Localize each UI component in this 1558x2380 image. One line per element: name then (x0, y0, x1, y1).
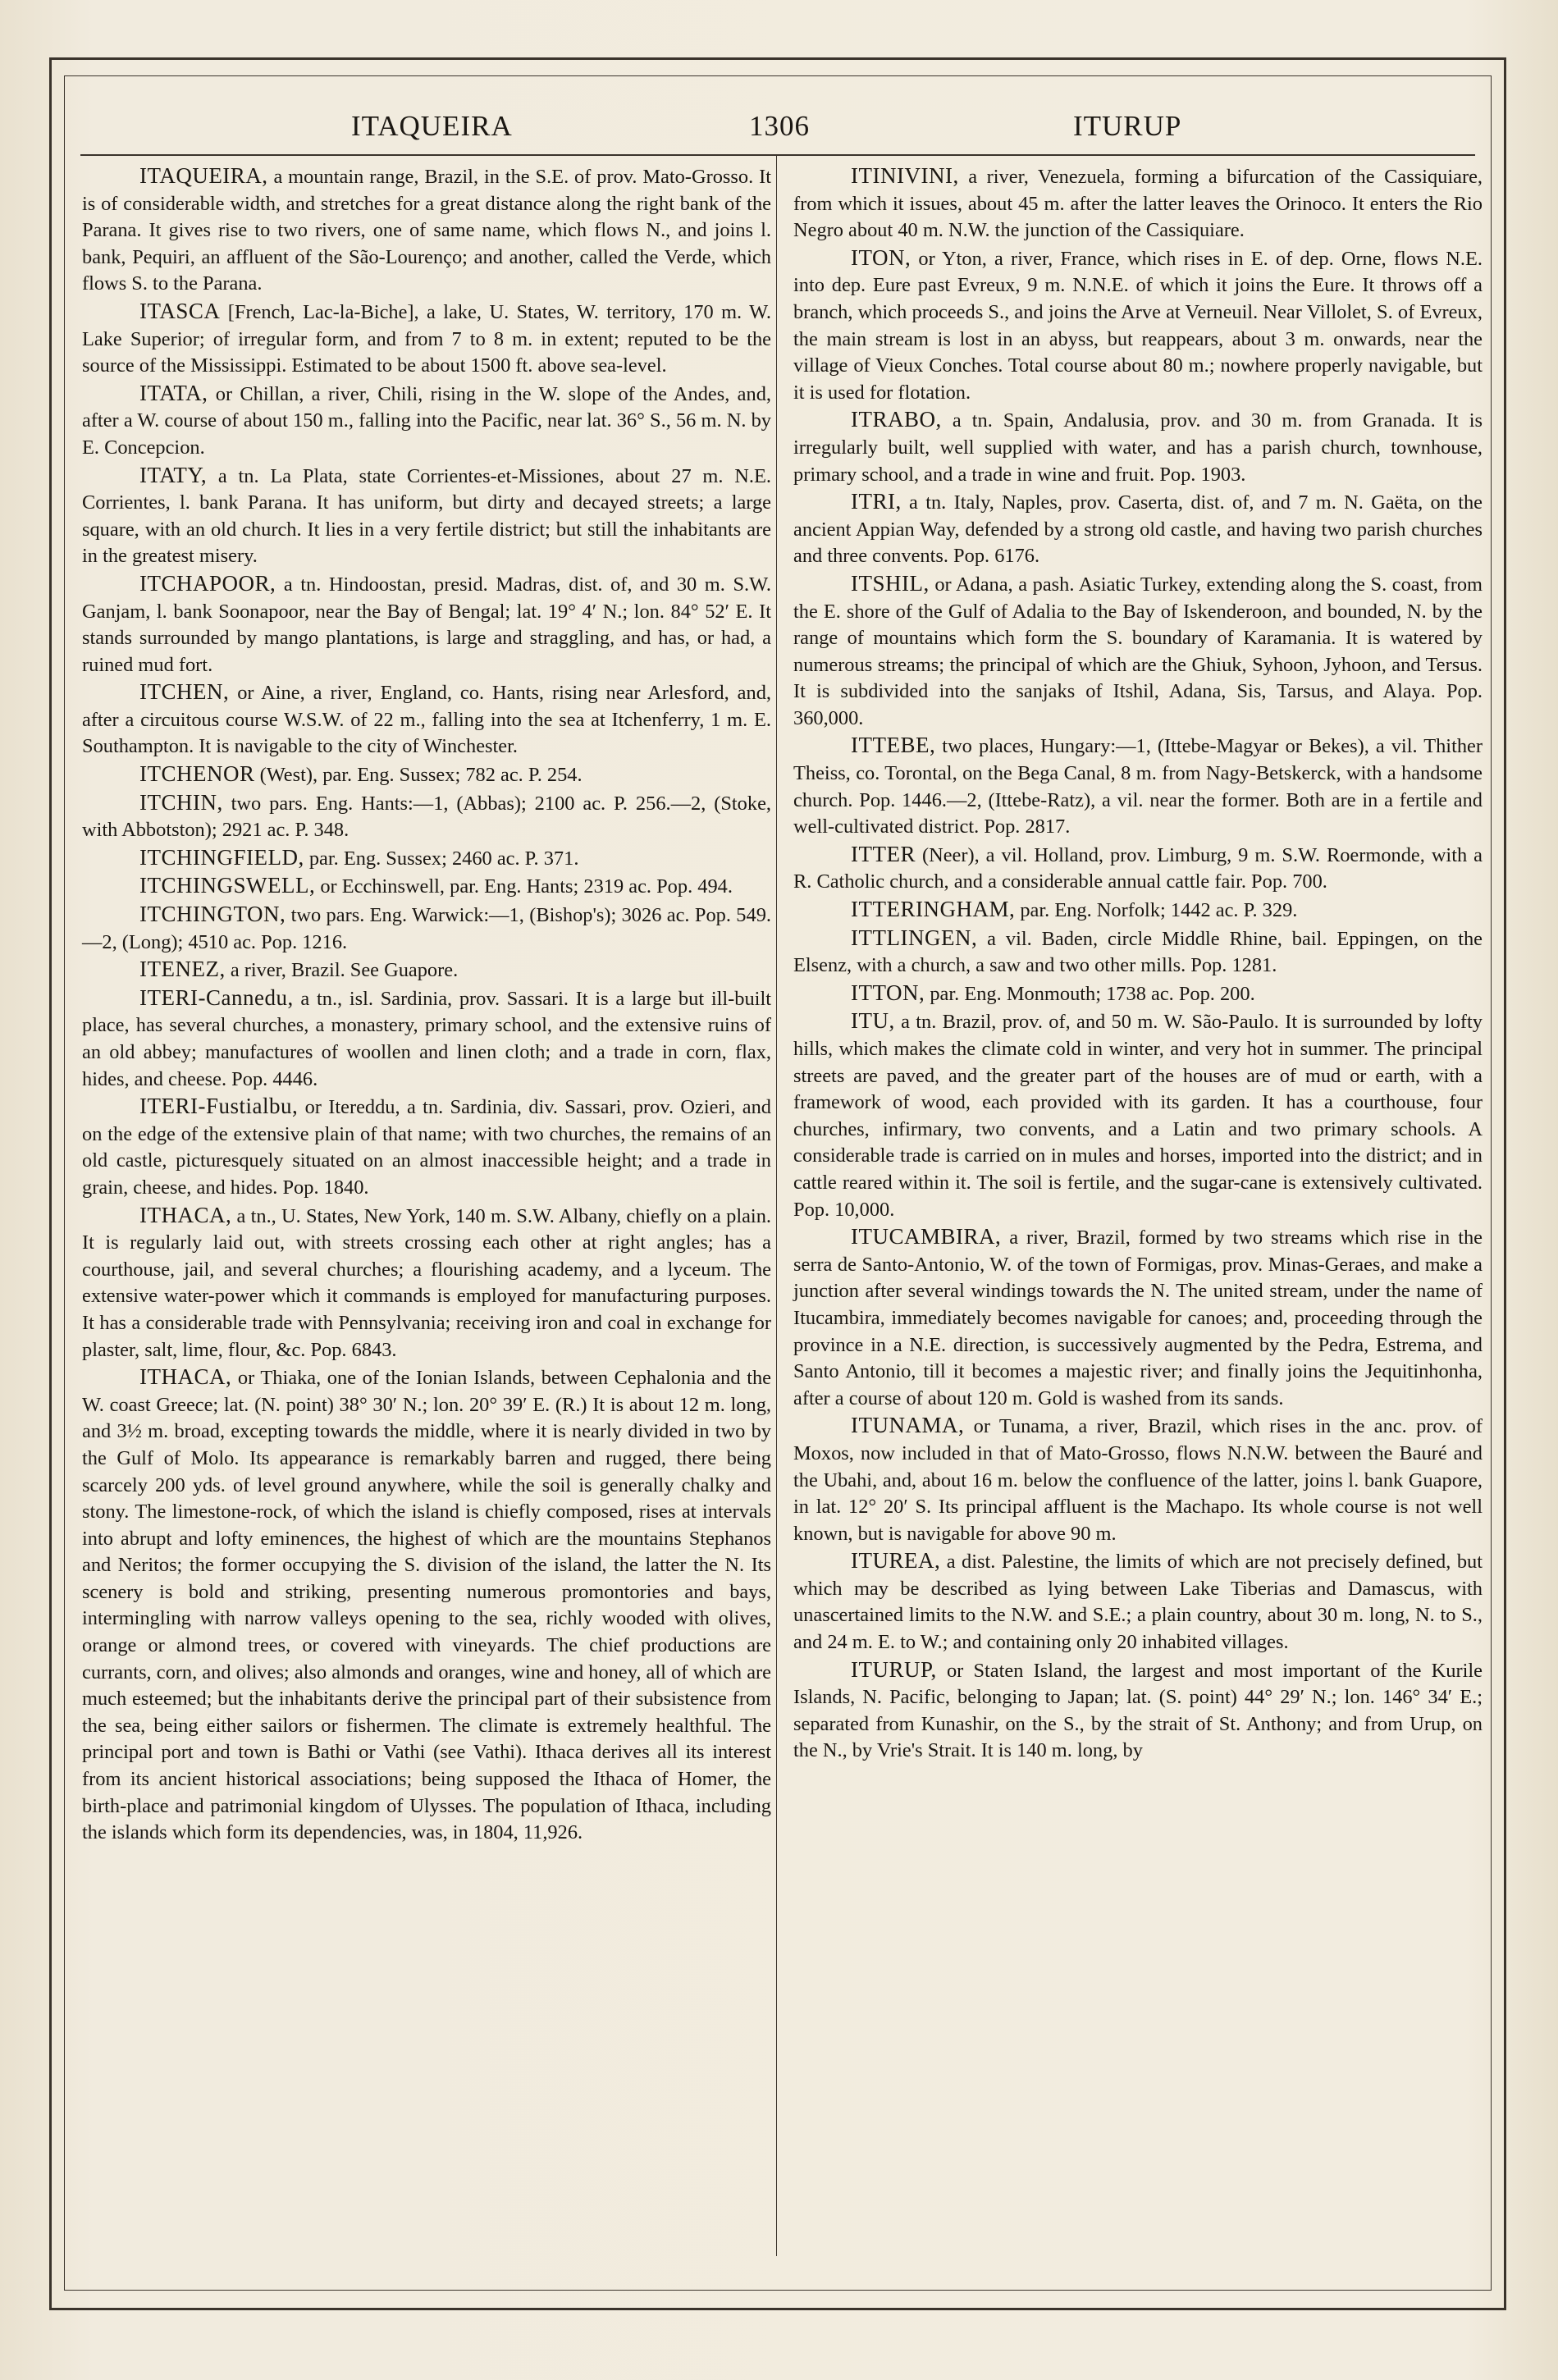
entry-text: (West), par. Eng. Sussex; 782 ac. P. 254. (254, 764, 583, 787)
entry-text: two places, Hungary:—1, (Ittebe-Magyar or Bekes), a vil. Thither Theiss, co. Torontal, on the Bega Canal, 8 m. from Nagy-Betskerck, with a handsome church. Pop. 1446.—2, (Ittebe-Ratz), a vil. near the former. Both are in a fertile and well-cultivated district. Pop. 2817. (793, 735, 1483, 838)
entry-headword: ITINIVINI, (851, 163, 959, 188)
gazetteer-entry (793, 841, 1483, 896)
entry-text: [French, Lac-la-Biche], a lake, U. States, W. territory, 170 m. W. Lake Superior; of irregular form, and from 7 to 8 m. in extent; reputed to be the source of the Mississippi. Estimated to be about 1500 ft. above sea-level. (82, 300, 771, 377)
entry-text: or Adana, a pash. Asiatic Turkey, extending along the S. coast, from the E. shore of the Gulf of Adalia to the Bay of Iskenderoon, and bounded, N. by the range of mountains which form the S. boundary of Karamania. It is watered by numerous streams; the principal of which are the Ghiuk, Syhoon, Jyhoon, and Tersus. It is subdivided into the sanjaks of Itshil, Adana, Sis, Tarsus, and Alaya. Pop. 360,000. (793, 573, 1483, 729)
entry-text: or Ecchinswell, par. Eng. Hants; 2319 ac. Pop. 494. (315, 875, 733, 898)
entry-headword: ITATA, (139, 380, 208, 405)
running-header (80, 105, 1475, 151)
entry-headword: ITTLINGEN, (851, 925, 978, 950)
entry-headword: ITRI, (851, 489, 902, 514)
gazetteer-entry (793, 570, 1483, 733)
entry-text: (Neer), a vil. Holland, prov. Limburg, 9 m. S.W. Roermonde, with a R. Catholic church, and a considerable annual cattle fair. Pop. 700. (793, 843, 1483, 893)
gazetteer-entry (793, 1656, 1483, 1765)
entry-text: a river, Brazil. See Guapore. (225, 959, 459, 982)
entry-headword: ITURUP, (851, 1656, 937, 1682)
entry-text: a dist. Palestine, the limits of which are not precisely defined, but which may be described as lying between Lake Tiberias and Damascus, with unascertained limits to the N.W. and S.E.; a plain country, about 30 m. long, N. to S., and 24 m. E. to W.; and containing only 20 inhabited villages. (793, 1551, 1483, 1654)
gazetteer-entry (793, 162, 1483, 244)
header-last-entry: ITURUP (1073, 110, 1182, 142)
gazetteer-entry (82, 678, 771, 761)
header-rule (80, 154, 1475, 156)
gazetteer-entry (793, 406, 1483, 488)
gazetteer-entry (793, 1223, 1483, 1412)
entry-text: or Tunama, a river, Brazil, which rises in the anc. prov. of Moxos, now included in that of Mato-Grosso, flows N.N.W. between the Bauré and the Ubahi, and, about 16 m. below the confluence of the latter, joins l. bank Guapore, in lat. 12° 20′ S. Its principal affluent is the Machapo. Its whole course is not well known, but is navigable for above 90 m. (793, 1415, 1483, 1545)
gazetteer-entry (793, 1412, 1483, 1547)
entry-headword: ITHACA, (139, 1364, 232, 1390)
entry-headword: ITCHINGFIELD, (139, 844, 304, 870)
gazetteer-entry (82, 1202, 771, 1364)
gazetteer-entry (793, 244, 1483, 407)
entry-text: or Chillan, a river, Chili, rising in the W. slope of the Andes, and, after a W. course of about 150 m., falling into the Pacific, near lat. 36° S., 56 m. N. by E. Concepcion. (82, 382, 771, 459)
entry-headword: ITUNAMA, (851, 1413, 965, 1438)
entry-text: a mountain range, Brazil, in the S.E. of prov. Mato-Grosso. It is of considerable width, and stretches for a great distance along the right bank of the Parana. It gives rise to two rivers, one of same name, which flows N., and joins l. bank, Pequiri, an affluent of the São-Lourenço; and another, called the Verde, which flows S. to the Parana. (82, 166, 771, 295)
gazetteer-entry (793, 896, 1483, 925)
gazetteer-entry (82, 789, 771, 844)
gazetteer-entry (793, 732, 1483, 840)
gazetteer-entry (82, 570, 771, 678)
gazetteer-entry (82, 984, 771, 1093)
header-first-entry: ITAQUEIRA (351, 110, 513, 142)
entry-headword: ITERI-Fustialbu, (139, 1094, 299, 1119)
entry-headword: ITCHIN, (139, 789, 223, 815)
entry-headword: ITSHIL, (851, 570, 930, 596)
entry-headword: ITRABO, (851, 407, 942, 432)
gazetteer-entry (82, 162, 771, 298)
gazetteer-entry (793, 925, 1483, 980)
entry-text: or Staten Island, the largest and most important of the Kurile Islands, N. Pacific, belonging to Japan; lat. (S. point) 44° 29′ N.; lon. 146° 34′ E.; separated from Kunashir, on the S., by the strait of St. Anthony; and from Urup, on the N., by Vrie's Strait. It is 140 m. long, by (793, 1659, 1483, 1762)
entry-text: a tn. Italy, Naples, prov. Caserta, dist. of, and 7 m. N. Gaëta, on the ancient Appian Way, defended by a strong old castle, and having two parish churches and three convents. Pop. 6176. (793, 491, 1483, 568)
entry-headword: ITTON, (851, 980, 925, 1005)
entry-headword: ITAQUEIRA, (139, 163, 268, 188)
entry-headword: ITATY, (139, 462, 208, 487)
entry-text: or Yton, a river, France, which rises in E. of dep. Orne, flows N.E. into dep. Eure past Evreux, 9 m. N.N.E. of which it joins the Eure. It throws off a branch, which proceeds S., and joins the Arve at Verneuil. Near Villolet, S. of Evreux, the main stream is lost in an abyss, but reappears, about 3 m. onwards, near the village of Vieux Conches. Total course about 80 m.; nowhere properly navigable, but it is used for flotation. (793, 247, 1483, 404)
entry-headword: ITTER (851, 841, 916, 866)
entry-headword: ITTEBE, (851, 733, 936, 758)
entry-headword: ITCHINGTON, (139, 902, 286, 927)
entry-headword: ITCHENOR (139, 761, 255, 787)
gazetteer-entry (793, 980, 1483, 1008)
entry-text: par. Eng. Monmouth; 1738 ac. Pop. 200. (925, 982, 1255, 1005)
entry-headword: ITUCAMBIRA, (851, 1224, 1002, 1249)
entry-headword: ITCHEN, (139, 679, 230, 705)
entry-text: two pars. Eng. Warwick:—1, (Bishop's); 3026 ac. Pop. 549.—2, (Long); 4510 ac. Pop. 1216. (82, 904, 771, 953)
right-column (793, 162, 1483, 1765)
entry-text: a vil. Baden, circle Middle Rhine, bail. Eppingen, on the Elsenz, with a church, a saw and two other mills. Pop. 1281. (793, 927, 1483, 977)
entry-headword: ITASCA (139, 298, 221, 323)
entry-text: a tn. Brazil, prov. of, and 50 m. W. São-Paulo. It is surrounded by lofty hills, which makes the climate cold in winter, and very hot in summer. The principal streets are paved, and the greater part of the houses are of mud or earth, with a framework of wood, each provided with its garden. It has a courthouse, four churches, infirmary, two convents, and a Latin and two primary schools. A considerable trade is carried on in mules and horses, imported into the district; and in cattle reared within it. The soil is fertile, and the sugar-cane is extensively cultivated. Pop. 10,000. (793, 1011, 1483, 1221)
gazetteer-entry (82, 462, 771, 570)
gazetteer-entry (82, 380, 771, 462)
entry-text: two pars. Eng. Hants:—1, (Abbas); 2100 ac. P. 256.—2, (Stoke, with Abbotston); 2921 ac. P. 348. (82, 792, 771, 842)
entry-text: par. Eng. Sussex; 2460 ac. P. 371. (304, 847, 579, 870)
gazetteer-entry (82, 298, 771, 380)
gazetteer-entry (793, 1547, 1483, 1656)
entry-headword: ITHACA, (139, 1202, 232, 1227)
entry-headword: ITCHAPOOR, (139, 570, 276, 596)
entry-text: or Itereddu, a tn. Sardinia, div. Sassari, prov. Ozieri, and on the edge of the extensive plain of that name; with two churches, the remains of an old castle, picturesquely situated on an almost inaccessible height; and a trade in grain, cheese, and hides. Pop. 1840. (82, 1096, 771, 1199)
entry-text: or Thiaka, one of the Ionian Islands, between Cephalonia and the W. coast Greece; lat. (N. point) 38° 30′ N.; lon. 20° 39′ E. (R.) It is about 12 m. long, and 3½ m. broad, excepting towards the middle, where it is nearly divided in two by the Gulf of Molo. Its appearance is remarkably barren and rugged, there being scarcely 200 yds. of level ground anywhere, while the soil is generally chalky and stony. The limestone-rock, of which the island is chiefly composed, rises at intervals into abrupt and lofty eminences, the highest of which are the mountains Stephanos and Neritos; the former occupying the S. division of the island, the latter the N. Its scenery is bold and striking, presenting numerous promontories and bays, intermingling with narrow valleys opening to the sea, richly wooded with olives, orange or almond trees, or covered with vineyards. The chief productions are currants, corn, and olives; also almonds and oranges, wine and honey, all of which are much esteemed; but the inhabitants derive the principal part of their subsistence from the sea, being either sailors or fishermen. The climate is extremely healthful. The principal port and town is Bathi or Vathi (see Vathi). Ithaca derives all its interest from its ancient historical associations; being supposed the Ithaca of Homer, the birth-place and patrimonial kingdom of Ulysses. The population of Ithaca, including the islands which form its dependencies, was, in 1804, 11,926. (82, 1367, 771, 1844)
entry-headword: ITU, (851, 1008, 895, 1034)
entry-headword: ITENEZ, (139, 957, 226, 982)
entry-text: par. Eng. Norfolk; 1442 ac. P. 329. (1015, 899, 1298, 922)
gazetteer-entry (82, 844, 771, 873)
entry-headword: ITCHINGSWELL, (139, 873, 316, 898)
entry-text: or Aine, a river, England, co. Hants, rising near Arlesford, and, after a circuitous course W.S.W. of 22 m., falling into the sea at Itchenferry, 1 m. E. Southampton. It is navigable to the city of Winchester. (82, 682, 771, 758)
gazetteer-entry (793, 488, 1483, 570)
gazetteer-entry (82, 901, 771, 956)
gazetteer-entry (82, 761, 771, 789)
entry-text: a tn. Spain, Andalusia, prov. and 30 m. from Granada. It is irregularly built, well supplied with water, and has a parish church, townhouse, primary school, and a trade in wine and fruit. Pop. 1903. (793, 409, 1483, 486)
entry-headword: ITTERINGHAM, (851, 897, 1016, 922)
gazetteer-entry (793, 1007, 1483, 1223)
gazetteer-entry (82, 872, 771, 901)
entry-text: a tn. La Plata, state Corrientes-et-Missiones, about 27 m. N.E. Corrientes, l. bank Parana. It has uniform, but dirty and decayed streets; a large square, with an old church. It lies in a very fertile district; but still the inhabitants are in the greatest misery. (82, 464, 771, 568)
entry-headword: ITON, (851, 244, 911, 270)
gazetteer-entry (82, 1093, 771, 1201)
gazetteer-entry (82, 956, 771, 984)
left-column (82, 162, 771, 1847)
entry-text: a river, Brazil, formed by two streams which rise in the serra de Santo-Antonio, W. of the town of Formigas, prov. Minas-Geraes, and make a junction after several windings towards the N. The united stream, under the name of Itucambira, immediately becomes navigable for canoes; and, proceeding through the province in a N.E. direction, is successively augmented by the Pedra, Estrema, and Santo Antonio, till it becomes a majestic river; and finally joins the Jequitinhonha, after a course of about 120 m. Gold is washed from its sands. (793, 1227, 1483, 1409)
column-divider (776, 156, 777, 2256)
entry-headword: ITUREA, (851, 1548, 941, 1574)
entry-text: a tn. Hindoostan, presid. Madras, dist. of, and 30 m. S.W. Ganjam, l. bank Soonapoor, near the Bay of Bengal; lat. 19° 4′ N.; lon. 84° 52′ E. It stands surrounded by mango plantations, is large and straggling, and has, or had, a ruined mud fort. (82, 573, 771, 676)
entry-headword: ITERI-Cannedu, (139, 984, 294, 1010)
page-number: 1306 (749, 110, 810, 142)
gazetteer-entry (82, 1364, 771, 1847)
entry-text: a tn., U. States, New York, 140 m. S.W. Albany, chiefly on a plain. It is regularly laid out, with streets crossing each other at right angles; has a courthouse, jail, and several churches; a flourishing academy, and a lyceum. The extensive water-power which it commands is employed for manufacturing purposes. It has a considerable trade with Pennsylvania; receiving iron and coal in exchange for plaster, salt, lime, flour, &c. Pop. 6843. (82, 1204, 771, 1361)
entry-text: a river, Venezuela, forming a bifurcation of the Cassiquiare, from which it issues, about 45 m. after the latter leaves the Orinoco. It enters the Rio Negro about 40 m. N.W. the junction of the Cassiquiare. (793, 166, 1483, 242)
entry-text: a tn., isl. Sardinia, prov. Sassari. It is a large but ill-built place, has several churches, a monastery, primary school, and the extensive ruins of an old abbey; manufactures of woollen and linen cloth; and a trade in corn, flax, hides, and cheese. Pop. 4446. (82, 987, 771, 1090)
